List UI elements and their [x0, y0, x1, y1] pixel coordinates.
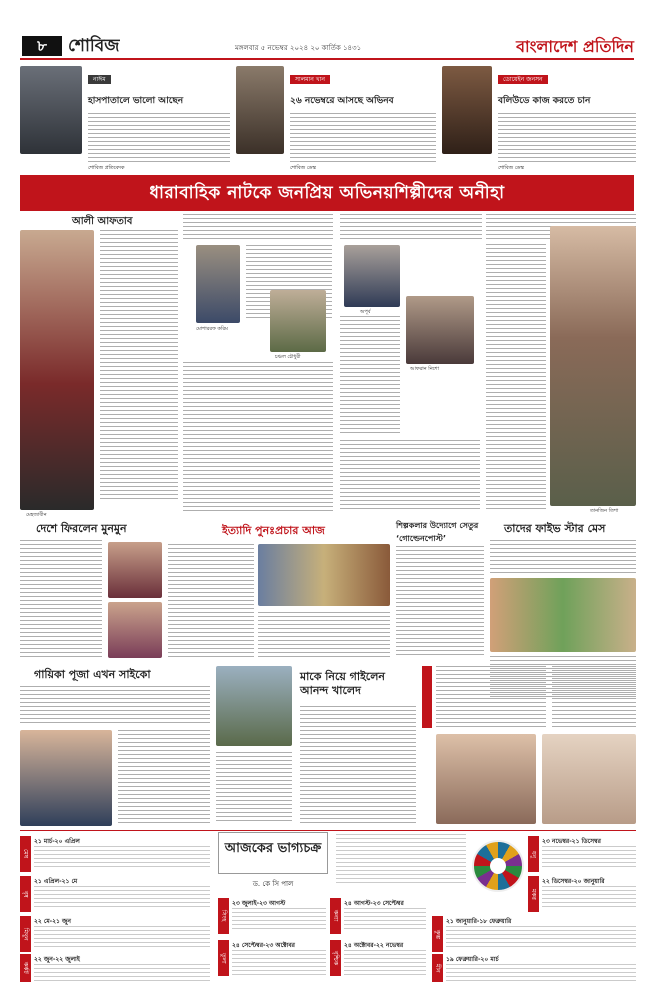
sign-dates: ১৯ ফেব্রুয়ারি-২০ মার্চ: [446, 956, 499, 963]
story-ityadi[interactable]: [168, 520, 390, 660]
feature-tab: [422, 666, 432, 728]
story-body: [396, 546, 484, 658]
story-headline: গায়িকা পূজা এখন সাইকো: [34, 668, 151, 681]
actor-photo: [406, 296, 474, 364]
story-puja[interactable]: [20, 666, 210, 826]
sign-dates: ২১ মার্চ-২০ এপ্রিল: [34, 838, 80, 845]
story-photo: [108, 602, 162, 658]
lead-body-col6: [486, 244, 546, 512]
sign-tab: মকর: [528, 876, 539, 912]
section-title: শোবিজ: [68, 36, 120, 56]
sign-tab: কর্কট: [20, 954, 31, 982]
actor-photo: [270, 290, 326, 352]
story-ananda-khaled[interactable]: [216, 666, 416, 826]
header-rule: [20, 58, 634, 60]
masthead-logo: বাংলাদেশ প্রতিদিন: [516, 37, 634, 56]
sign-tab: মেষ: [20, 836, 31, 872]
sign-tab: ধনু: [528, 836, 539, 872]
story-byline: শোবিজ প্রতিবেদক: [88, 165, 125, 171]
story-headline: দেশে ফিরলেন মুনমুন: [36, 522, 127, 535]
lead-author: আলী আফতাব: [72, 216, 133, 227]
horoscope-title: আজকের ভাগ্যচক্র: [224, 841, 322, 856]
sign-dates: ২২ জুন-২২ জুলাই: [34, 956, 80, 963]
horoscope-author: ড. কে সি পাল: [252, 880, 294, 888]
sign-dates: ২১ এপ্রিল-২১ মে: [34, 878, 78, 885]
story-photo: [216, 666, 292, 746]
actor-photo: [196, 245, 240, 323]
horoscope-intro: [336, 834, 466, 886]
sign-tab: কন্যা: [330, 898, 341, 934]
lead-body-col1: [100, 230, 178, 500]
story-body: [168, 544, 254, 658]
story-body: [20, 686, 210, 726]
story-body: [436, 666, 546, 728]
lead-headline: ধারাবাহিক নাটকে জনপ্রিয় অভিনয়শিল্পীদের অনীহা: [20, 175, 634, 211]
story-photo: [542, 734, 636, 824]
story-tag: ডোয়েইন জনসন: [498, 75, 548, 84]
story-headline: ২৬ নভেম্বরে আসছে অভিনব: [290, 96, 394, 106]
zodiac-wheel-icon: [472, 840, 524, 892]
story-body: [20, 540, 102, 658]
story-photo: [258, 544, 390, 606]
story-photo: [20, 66, 82, 154]
horoscope-rule: [20, 830, 636, 831]
sign-tab: তুলা: [218, 940, 229, 976]
top-story-1[interactable]: [20, 66, 230, 171]
story-body: [258, 612, 390, 658]
photo-caption: মেহজাবীন: [26, 512, 47, 518]
story-munmun[interactable]: [20, 520, 162, 660]
page-number: ৮: [22, 36, 62, 56]
sign-tab: মীন: [432, 954, 443, 982]
photo-caption: আফরান নিশো: [410, 366, 440, 372]
sign-dates: ২২ ডিসেম্বর-২০ জানুয়ারি: [542, 878, 605, 885]
top-story-2[interactable]: [236, 66, 436, 171]
story-body: [290, 113, 436, 163]
story-tag: নাঈম: [88, 75, 111, 84]
story-body: [88, 113, 230, 163]
sign-tab: বৃশ্চিক: [330, 940, 341, 976]
lead-body-col5: [340, 440, 480, 512]
lead-body-col4: [183, 362, 333, 512]
sign-dates: ২৩ নভেম্বর-২১ ডিসেম্বর: [542, 838, 601, 845]
issue-date: মঙ্গলবার ৫ নভেম্বর ২০২৪ ২০ কার্তিক ১৪৩১: [235, 44, 362, 52]
story-shilpakala[interactable]: [396, 520, 484, 660]
story-body: [552, 666, 636, 728]
story-tag: সালমান খান: [290, 75, 330, 84]
story-headline: ইত্যাদি পুনঃপ্রচার আজ: [222, 524, 325, 537]
story-photo: [442, 66, 492, 154]
sign-dates: ২১ জানুয়ারি-১৮ ফেব্রুয়ারি: [446, 918, 512, 925]
sign-dates: ২৪ অক্টোবর-২২ নভেম্বর: [344, 942, 404, 949]
sign-tab: বৃষ: [20, 876, 31, 912]
page-header: [0, 0, 650, 58]
story-right-feature[interactable]: [422, 666, 636, 826]
photo-caption: অপূর্ব: [360, 309, 371, 315]
story-headline: বলিউডে কাজ করতে চান: [498, 96, 591, 106]
lead-body-col2-top: [183, 214, 333, 240]
story-photo: [236, 66, 284, 154]
story-photo: [490, 578, 636, 652]
sign-tab: কুম্ভ: [432, 916, 443, 952]
story-body: [216, 752, 292, 824]
lead-photo-right: [550, 226, 636, 506]
story-body: [118, 730, 210, 826]
story-body: [498, 113, 636, 163]
sign-tab: সিংহ: [218, 898, 229, 934]
story-body: [490, 540, 636, 574]
story-headline: হাসপাতালে ভালো আছেন: [88, 96, 184, 106]
lead-body-col3-top: [340, 214, 482, 240]
story-body: [300, 706, 416, 824]
top-story-3[interactable]: [442, 66, 636, 171]
story-byline: শোবিজ ডেস্ক: [290, 165, 317, 171]
story-headline: শিল্পকলার উদ্যোগে সেতুর ‘গোল্ডেনপোস্ট’: [396, 521, 479, 543]
photo-caption: তানজিন তিশা: [590, 508, 619, 514]
story-photo: [108, 542, 162, 598]
story-headline: তাদের ফাইভ স্টার মেস: [504, 522, 606, 535]
actor-photo: [344, 245, 400, 307]
story-headline: মাকে নিয়ে গাইলেন আনন্দ খালেদ: [300, 670, 385, 697]
horoscope-title-box: [218, 832, 328, 874]
story-photo: [436, 734, 536, 824]
story-byline: শোবিজ ডেস্ক: [498, 165, 525, 171]
sign-tab: মিথুন: [20, 916, 31, 952]
sign-dates: ২৩ জুলাই-২৩ আগস্ট: [232, 900, 286, 907]
photo-caption: মোশাররফ করিম: [196, 326, 228, 332]
lead-photo-left: [20, 230, 94, 510]
sign-dates: ২২ মে-২১ জুন: [34, 918, 71, 925]
sign-dates: ২৪ আগস্ট-২৩ সেপ্টেম্বর: [344, 900, 404, 907]
sign-dates: ২৪ সেপ্টেম্বর-২৩ অক্টোবর: [232, 942, 295, 949]
photo-caption: চঞ্চল চৌধুরী: [275, 354, 301, 360]
lead-body-col3: [340, 316, 400, 436]
story-photo: [20, 730, 112, 826]
